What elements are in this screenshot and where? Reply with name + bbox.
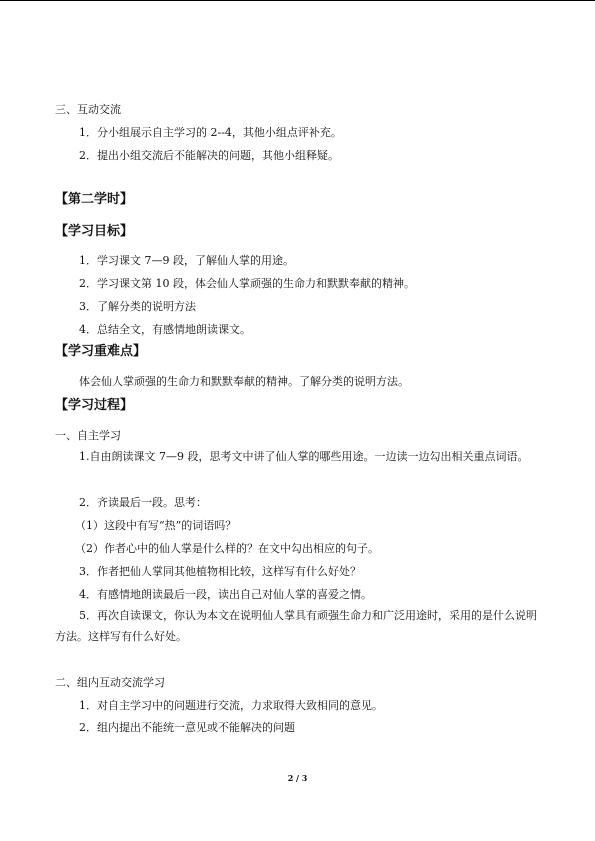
key-points-heading: 【学习重难点】 bbox=[55, 344, 147, 359]
self-study-item-5: 5．再次自读课文，你认为本文在说明仙人掌具有顽强生命力和广泛用途时，采用的是什么说明方法。这样写有什么好处。 bbox=[55, 609, 537, 643]
section-3-item-2: 2．提出小组交流后不能解决的问题，其他小组释疑。 bbox=[79, 149, 339, 162]
self-study-item-1: 1.自由朗读课文 7—9 段，思考文中讲了仙人掌的哪些用途。一边读一边勾出相关重点词语。 bbox=[79, 450, 529, 463]
self-study-title: 一、自主学习 bbox=[55, 429, 121, 442]
self-study-item-2: 2．齐读最后一段。思考： bbox=[79, 496, 207, 509]
objective-item-2: 2．学习课文第 10 段，体会仙人掌顽强的生命力和默默奉献的精神。 bbox=[79, 277, 415, 290]
objective-item-3: 3．了解分类的说明方法 bbox=[79, 300, 196, 313]
page-number: 2 / 3 bbox=[287, 773, 308, 783]
self-study-sub-2: （2）作者心中的仙人掌是什么样的？在文中勾出相应的句子。 bbox=[75, 542, 379, 555]
self-study-item-4: 4．有感情地朗读最后一段，读出自己对仙人掌的喜爱之情。 bbox=[79, 588, 372, 601]
group-study-title: 二、组内互动交流学习 bbox=[55, 676, 165, 689]
group-study-item-1: 1．对自主学习中的问题进行交流，力求取得大致相同的意见。 bbox=[79, 699, 383, 712]
lesson-2-heading: 【第二学时】 bbox=[55, 192, 134, 207]
process-heading: 【学习过程】 bbox=[55, 398, 134, 413]
objective-item-4: 4．总结全文，有感情地朗读课文。 bbox=[79, 323, 251, 336]
self-study-sub-1: （1）这段中有写“热”的词语吗？ bbox=[75, 519, 237, 532]
key-points-text: 体会仙人掌顽强的生命力和默默奉献的精神。了解分类的说明方法。 bbox=[79, 375, 409, 388]
section-3-title: 三、互动交流 bbox=[55, 103, 121, 116]
section-3-item-1: 1．分小组展示自主学习的 2--4，其他小组点评补充。 bbox=[79, 126, 342, 139]
objectives-heading: 【学习目标】 bbox=[55, 224, 134, 239]
group-study-item-2: 2．组内提出不能统一意见或不能解决的问题 bbox=[79, 721, 295, 734]
objective-item-1: 1．学习课文 7—9 段，了解仙人掌的用途。 bbox=[79, 254, 294, 267]
self-study-item-3: 3．作者把仙人掌同其他植物相比较，这样写有什么好处？ bbox=[79, 565, 361, 578]
